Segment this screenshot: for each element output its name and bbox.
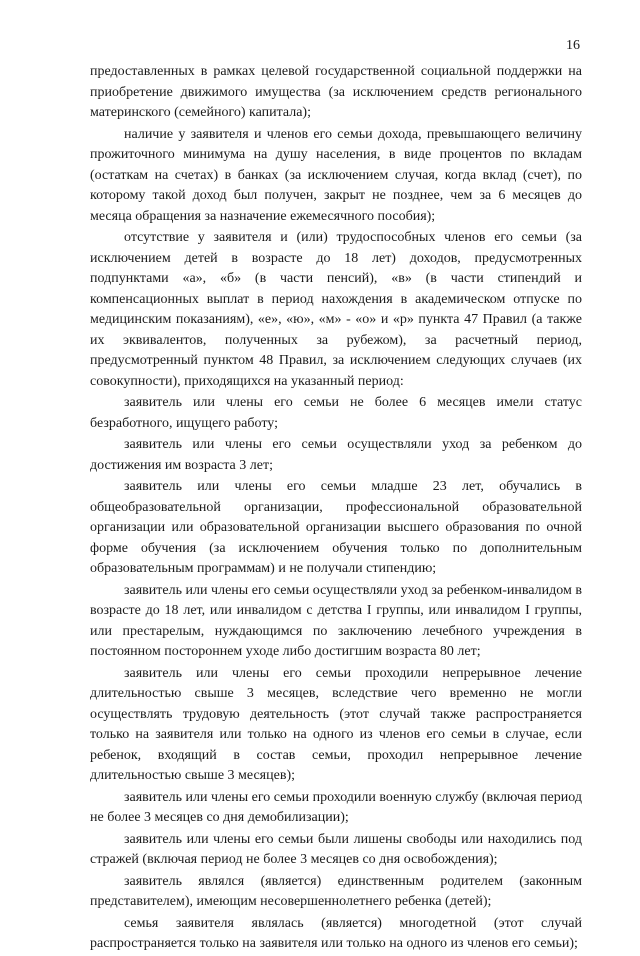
paragraph: заявитель или члены его семьи осуществляли уход за ребенком до достижения им возраста 3 лет; [90,437,582,473]
page-number: 16 [566,38,580,53]
paragraph: заявитель являлся (является) единственным родителем (законным представителем), имеющим несовершеннолетнего ребенка (детей); [90,873,582,909]
paragraph: отсутствие у заявителя и (или) трудоспособных членов его семьи (за исключением детей в возрасте до 18 лет) доходов, предусмотренных подпунктами «а», «б» (в части пенсий), «в» (в части стипендий и компенсационных выплат в период нахождения в академическом отпуске по медицинским показаниям), «е», «ю», «м» - «о» и «р» пункта 47 Правил (а также их эквивалентов, полученных за рубежом), за расчетный период, предусмотренный пунктом 48 Правил, за исключением следующих случаев (их совокупности), приходящихся на указанный период: [90,230,582,389]
paragraph: наличие у заявителя и членов его семьи дохода, превышающего величину прожиточного минимума на душу населения, в виде процентов по вкладам (остаткам на счетах) в банках (за исключением случая, когда вклад (счет), по которому такой доход был получен, закрыт не позднее, чем за 6 месяцев до месяца обращения за назначение ежемесячного пособия); [90,126,582,224]
paragraph: заявитель или члены его семьи были лишены свободы или находились под стражей (включая период не более 3 месяцев со дня освобождения); [90,831,582,867]
paragraph: заявитель или члены его семьи проходили непрерывное лечение длительностью свыше 3 месяцев, вследствие чего временно не могли осуществлять трудовую деятельность (этот случай также распространяется только на заявителя или только на одного из членов его семьи в случае, если ребенок, входящий в состав семьи, проходил непрерывное лечение длительностью свыше 3 месяцев); [90,665,582,783]
paragraph: заявитель или члены его семьи не более 6 месяцев имели статус безработного, ищущего работу; [90,395,582,431]
paragraph: предоставленных в рамках целевой государственной социальной поддержки на приобретение движимого имущества (за исключением средств регионального материнского (семейного) капитала); [90,64,582,120]
paragraph: заявитель или члены его семьи осуществляли уход за ребенком-инвалидом в возрасте до 18 лет, или инвалидом с детства I группы, или инвалидом I группы, или престарелым, нуждающимся по заключению лечебного учреждения в постоянном постороннем уходе либо достигшим возраста 80 лет; [90,582,582,659]
document-body [90,62,582,956]
paragraph: семья заявителя являлась (является) многодетной (этот случай распространяется только на заявителя или только на одного из членов его семьи); [90,915,582,951]
paragraph: заявитель или члены его семьи младше 23 лет, обучались в общеобразовательной организации, профессиональной образовательной организации или образовательной организации высшего образования по очной форме обучения (за исключением обучения только по дополнительным образовательным программам) и не получали стипендию; [90,479,582,576]
paragraph: заявитель или члены его семьи проходили военную службу (включая период не более 3 месяцев со дня демобилизации); [90,789,582,825]
